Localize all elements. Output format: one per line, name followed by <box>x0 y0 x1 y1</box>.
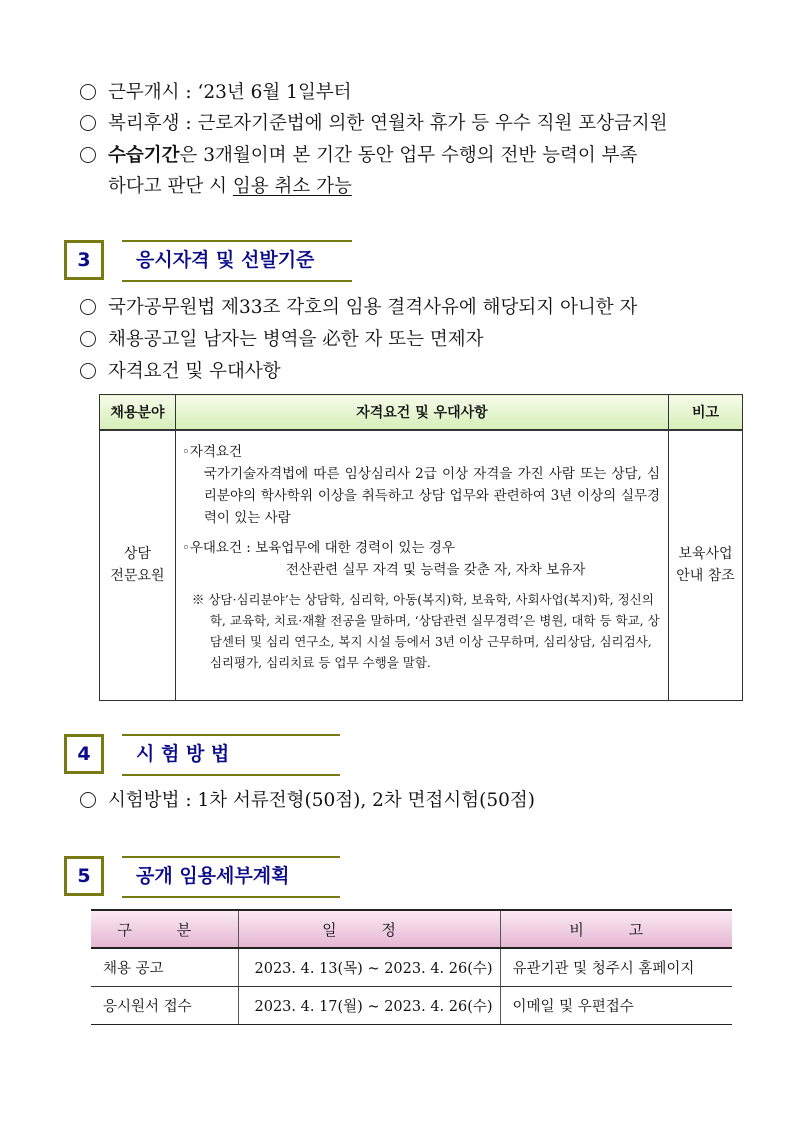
header-field: 채용분야 <box>100 395 176 431</box>
circle-bullet-icon <box>80 331 96 347</box>
req-title: ◦자격요건 <box>181 444 242 460</box>
section-3-title: 응시자격 및 선발기준 <box>122 240 352 282</box>
header-remark: 비 고 <box>500 910 732 948</box>
bullet-probation: 수습기간은 3개월이며 본 기간 동안 업무 수행의 전반 능력이 부족 <box>80 143 637 169</box>
remark-cell: 보육사업 안내 참조 <box>669 430 743 700</box>
bullet-qualifications: 자격요건 및 우대사항 <box>80 359 281 385</box>
circle-bullet-icon <box>80 299 96 315</box>
field-cell: 상담 전문요원 <box>100 430 176 700</box>
table-row: 채용 공고 2023. 4. 13(목) ~ 2023. 4. 26(수) 유관기관 및 청주시 홈페이지 <box>91 948 732 987</box>
req-body: 국가기술자격법에 따른 임상심리사 2급 이상 자격을 가진 사람 또는 상담, 심리분야의 학사학위 이상을 취득하고 상담 업무와 관련하여 3년 이상의 실무경력이 있는 사람 <box>203 466 661 526</box>
schedule-table <box>91 909 732 1025</box>
bullet-probation-cont: 하다고 판단 시 임용 취소 가능 <box>108 176 352 197</box>
pref-line-1: ◦우대요건 : 보육업무에 대한 경력이 있는 경우 <box>181 540 455 556</box>
requirements-cell <box>175 430 668 700</box>
bullet-welfare: 복리후생 : 근로자기준법에 의한 연월차 휴가 등 우수 직원 포상금지원 <box>80 111 668 137</box>
note-rest: 학, 교육학, 치료·재활 전공을 말하며, ‘상담관련 실무경력’은 병원, 대학 등 학교, 상담센터 및 심리 연구소, 복지 시설 등에서 3년 이상 근무하며, 심리상담, 심리검사, 심리평가, 심리치료 등 업무 수행을 말함. <box>209 613 660 670</box>
pref-line-2: 전산관련 실무 자격 및 능력을 갖춘 자, 자차 보유자 <box>285 562 586 578</box>
table-row <box>100 430 743 700</box>
qualification-table <box>99 394 743 701</box>
table-row: 응시원서 접수 2023. 4. 17(월) ~ 2023. 4. 26(수) 이메일 및 우편접수 <box>91 987 732 1025</box>
header-category: 구 분 <box>91 910 238 948</box>
table-header-row <box>100 395 743 431</box>
header-schedule: 일 정 <box>238 910 500 948</box>
section-4-number: 4 <box>64 734 104 774</box>
circle-bullet-icon <box>80 792 96 808</box>
bullet-disqualification: 국가공무원법 제33조 각호의 임용 결격사유에 해당되지 아니한 자 <box>80 295 637 321</box>
header-remark: 비고 <box>669 395 743 431</box>
bullet-exam-method: 시험방법 : 1차 서류전형(50점), 2차 면접시험(50점) <box>80 788 535 814</box>
circle-bullet-icon <box>80 115 96 131</box>
circle-bullet-icon <box>80 147 96 163</box>
note-line-1: ※ 상담·심리분야’는 상담학, 심리학, 아동(복지)학, 보육학, 사회사업(복지)학, 정신의 <box>191 592 654 607</box>
bullet-work-start: 근무개시 : ‘23년 6월 1일부터 <box>80 80 352 106</box>
circle-bullet-icon <box>80 84 96 100</box>
schedule-header-row <box>91 910 732 948</box>
header-requirements: 자격요건 및 우대사항 <box>175 395 668 431</box>
section-3-number: 3 <box>64 240 104 280</box>
bullet-military: 채용공고일 남자는 병역을 必한 자 또는 면제자 <box>80 327 483 353</box>
circle-bullet-icon <box>80 363 96 379</box>
section-4-title: 시 험 방 법 <box>122 734 340 776</box>
section-5-title: 공개 임용세부계획 <box>122 856 340 898</box>
section-5-number: 5 <box>64 856 104 896</box>
